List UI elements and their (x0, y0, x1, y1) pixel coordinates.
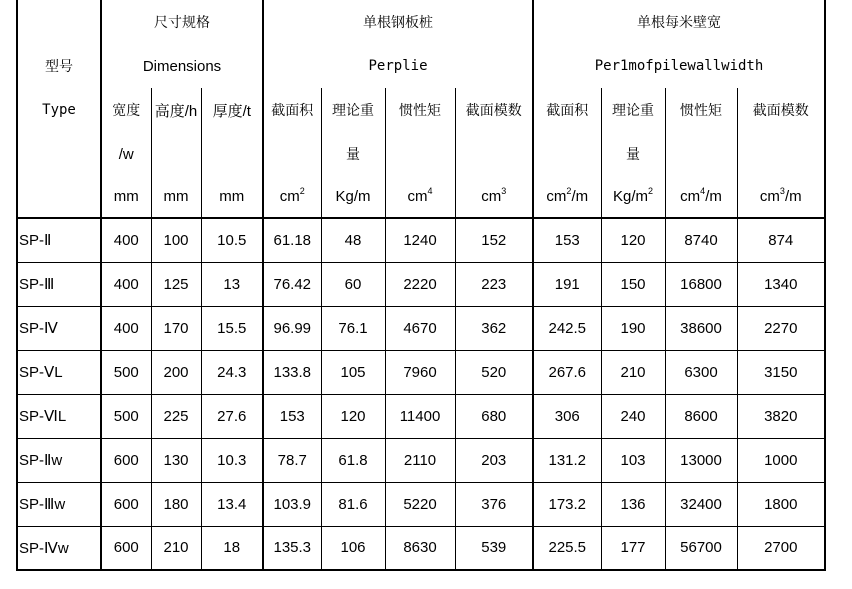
value-cell: 105 (321, 350, 385, 394)
value-cell: 13.4 (201, 482, 263, 526)
col-weight-label-cont: 量 (321, 132, 385, 176)
header-per-meter-zh: 单根每米壁宽 (533, 0, 825, 44)
value-cell: 153 (263, 394, 321, 438)
unit-modulus-m-base: cm (759, 188, 780, 205)
unit-width: mm (101, 176, 151, 218)
value-cell: 133.8 (263, 350, 321, 394)
header-dimensions-zh: 尺寸规格 (101, 0, 263, 44)
value-cell: 11400 (385, 394, 455, 438)
header-blank-cell (533, 132, 601, 176)
value-cell: 210 (601, 350, 665, 394)
unit-inertia-m-base: cm (680, 188, 701, 205)
value-cell: 874 (737, 218, 825, 262)
unit-inertia (385, 176, 455, 218)
col-width-label: 宽度 (101, 88, 151, 132)
value-cell: 1000 (737, 438, 825, 482)
value-cell: 225 (151, 394, 201, 438)
model-cell: SP-Ⅲ (17, 262, 101, 306)
header-single-pile-zh: 单根钢板桩 (263, 0, 533, 44)
value-cell: 13 (201, 262, 263, 306)
value-cell: 200 (151, 350, 201, 394)
value-cell: 190 (601, 306, 665, 350)
unit-area-base: cm (279, 188, 300, 205)
value-cell: 1240 (385, 218, 455, 262)
col-width-label-cont: /w (101, 132, 151, 176)
unit-modulus-m-sup: 3 (779, 186, 785, 196)
value-cell: 131.2 (533, 438, 601, 482)
unit-area-m-base: cm (546, 188, 567, 205)
value-cell: 2220 (385, 262, 455, 306)
col-inertia-label: 惯性矩 (385, 88, 455, 132)
header-single-pile-en: Perplie (263, 44, 533, 88)
value-cell: 267.6 (533, 350, 601, 394)
header-blank-cell (17, 132, 101, 176)
header-dimensions-en: Dimensions (101, 44, 263, 88)
header-blank-cell (385, 132, 455, 176)
value-cell: 10.5 (201, 218, 263, 262)
unit-modulus-base: cm (481, 188, 502, 205)
table-row (17, 218, 825, 262)
value-cell: 3150 (737, 350, 825, 394)
value-cell: 223 (455, 262, 533, 306)
value-cell: 48 (321, 218, 385, 262)
model-cell: SP-ⅤL (17, 350, 101, 394)
value-cell: 136 (601, 482, 665, 526)
value-cell: 60 (321, 262, 385, 306)
value-cell: 680 (455, 394, 533, 438)
unit-modulus-m (737, 176, 825, 218)
value-cell: 150 (601, 262, 665, 306)
value-cell: 13000 (665, 438, 737, 482)
col-height-label: 高度/h (151, 88, 201, 132)
unit-height: mm (151, 176, 201, 218)
value-cell: 362 (455, 306, 533, 350)
value-cell: 153 (533, 218, 601, 262)
value-cell: 32400 (665, 482, 737, 526)
value-cell: 600 (101, 438, 151, 482)
header-per-meter-en: Per1mofpilewallwidth (533, 44, 825, 88)
col-inertia-m-label: 惯性矩 (665, 88, 737, 132)
value-cell: 242.5 (533, 306, 601, 350)
header-model-en: Type (17, 88, 101, 132)
value-cell: 2700 (737, 526, 825, 570)
header-model-zh: 型号 (17, 44, 101, 88)
col-modulus-label: 截面模数 (455, 88, 533, 132)
value-cell: 10.3 (201, 438, 263, 482)
value-cell: 225.5 (533, 526, 601, 570)
col-weight-m-label-cont: 量 (601, 132, 665, 176)
value-cell: 120 (321, 394, 385, 438)
value-cell: 8740 (665, 218, 737, 262)
value-cell: 135.3 (263, 526, 321, 570)
col-weight-m-label: 理论重 (601, 88, 665, 132)
model-cell: SP-Ⅳ (17, 306, 101, 350)
value-cell: 18 (201, 526, 263, 570)
model-cell: SP-Ⅲw (17, 482, 101, 526)
table-row (17, 482, 825, 526)
model-cell: SP-Ⅳw (17, 526, 101, 570)
value-cell: 1340 (737, 262, 825, 306)
value-cell: 1800 (737, 482, 825, 526)
value-cell: 120 (601, 218, 665, 262)
col-area-m-label: 截面积 (533, 88, 601, 132)
value-cell: 376 (455, 482, 533, 526)
value-cell: 61.8 (321, 438, 385, 482)
value-cell: 500 (101, 350, 151, 394)
value-cell: 306 (533, 394, 601, 438)
value-cell: 8600 (665, 394, 737, 438)
model-cell: SP-Ⅱw (17, 438, 101, 482)
value-cell: 103 (601, 438, 665, 482)
table-row (17, 394, 825, 438)
value-cell: 38600 (665, 306, 737, 350)
col-modulus-m-label: 截面模数 (737, 88, 825, 132)
value-cell: 130 (151, 438, 201, 482)
unit-area-m-sup: 2 (566, 186, 572, 196)
value-cell: 240 (601, 394, 665, 438)
header-blank-cell (17, 176, 101, 218)
table-row (17, 438, 825, 482)
value-cell: 8630 (385, 526, 455, 570)
value-cell: 96.99 (263, 306, 321, 350)
value-cell: 600 (101, 526, 151, 570)
value-cell: 27.6 (201, 394, 263, 438)
unit-area-m-tail: /m (571, 188, 589, 205)
unit-inertia-sup: 4 (427, 186, 433, 196)
col-thickness-label: 厚度/t (201, 88, 263, 132)
unit-modulus-m-tail: /m (784, 188, 802, 205)
value-cell: 61.18 (263, 218, 321, 262)
model-cell: SP-ⅥL (17, 394, 101, 438)
value-cell: 56700 (665, 526, 737, 570)
value-cell: 100 (151, 218, 201, 262)
unit-inertia-m-tail: /m (705, 188, 722, 205)
value-cell: 76.1 (321, 306, 385, 350)
value-cell: 24.3 (201, 350, 263, 394)
value-cell: 173.2 (533, 482, 601, 526)
unit-inertia-m-sup: 4 (700, 186, 706, 196)
table-row (17, 350, 825, 394)
value-cell: 125 (151, 262, 201, 306)
value-cell: 600 (101, 482, 151, 526)
header-blank-cell (455, 132, 533, 176)
value-cell: 103.9 (263, 482, 321, 526)
steel-sheet-pile-spec-table (16, 0, 826, 571)
unit-area (263, 176, 321, 218)
model-cell: SP-Ⅱ (17, 218, 101, 262)
header-blank-cell (737, 132, 825, 176)
table-row (17, 526, 825, 570)
table-row (17, 306, 825, 350)
unit-inertia-m (665, 176, 737, 218)
value-cell: 76.42 (263, 262, 321, 306)
unit-modulus-sup: 3 (501, 186, 507, 196)
value-cell: 81.6 (321, 482, 385, 526)
unit-area-m (533, 176, 601, 218)
value-cell: 2110 (385, 438, 455, 482)
value-cell: 180 (151, 482, 201, 526)
value-cell: 106 (321, 526, 385, 570)
unit-weight-m (601, 176, 665, 218)
value-cell: 400 (101, 218, 151, 262)
unit-weight-m-base: Kg/m (613, 188, 649, 205)
unit-inertia-base: cm (407, 188, 428, 205)
value-cell: 520 (455, 350, 533, 394)
header-blank-cell (263, 132, 321, 176)
value-cell: 400 (101, 262, 151, 306)
header-blank-cell (201, 132, 263, 176)
header-model-cell (17, 0, 101, 44)
value-cell: 152 (455, 218, 533, 262)
col-area-label: 截面积 (263, 88, 321, 132)
value-cell: 3820 (737, 394, 825, 438)
value-cell: 400 (101, 306, 151, 350)
unit-weight: Kg/m (321, 176, 385, 218)
value-cell: 7960 (385, 350, 455, 394)
value-cell: 177 (601, 526, 665, 570)
value-cell: 6300 (665, 350, 737, 394)
value-cell: 191 (533, 262, 601, 306)
unit-thickness: mm (201, 176, 263, 218)
value-cell: 2270 (737, 306, 825, 350)
value-cell: 78.7 (263, 438, 321, 482)
value-cell: 15.5 (201, 306, 263, 350)
value-cell: 4670 (385, 306, 455, 350)
value-cell: 539 (455, 526, 533, 570)
unit-area-sup: 2 (299, 186, 305, 196)
value-cell: 210 (151, 526, 201, 570)
unit-weight-m-sup: 2 (648, 186, 654, 196)
value-cell: 5220 (385, 482, 455, 526)
header-blank-cell (151, 132, 201, 176)
table-row (17, 262, 825, 306)
col-weight-label: 理论重 (321, 88, 385, 132)
value-cell: 203 (455, 438, 533, 482)
value-cell: 16800 (665, 262, 737, 306)
value-cell: 170 (151, 306, 201, 350)
unit-modulus (455, 176, 533, 218)
value-cell: 500 (101, 394, 151, 438)
header-blank-cell (665, 132, 737, 176)
